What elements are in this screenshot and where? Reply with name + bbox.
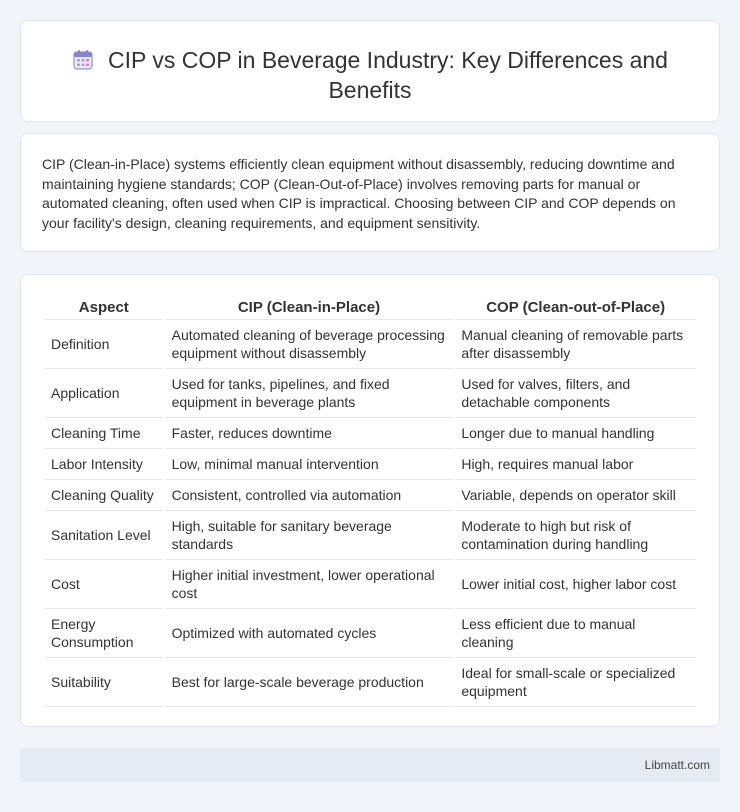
cop-cell: High, requires manual labor [455, 449, 696, 480]
cip-cell: Optimized with automated cycles [166, 609, 453, 658]
aspect-cell: Application [45, 369, 163, 418]
cop-cell: Moderate to high but risk of contamination during handling [455, 511, 696, 560]
table-row [45, 418, 696, 449]
table-row [45, 511, 696, 560]
cop-cell: Used for valves, filters, and detachable components [455, 369, 696, 418]
aspect-cell: Cost [45, 560, 163, 609]
aspect-cell: Suitability [45, 658, 163, 707]
cop-cell: Manual cleaning of removable parts after disassembly [455, 320, 696, 369]
table-header-row [45, 296, 696, 320]
table-row [45, 480, 696, 511]
cip-cell: Consistent, controlled via automation [166, 480, 453, 511]
cop-cell: Lower initial cost, higher labor cost [455, 560, 696, 609]
cip-cell: Automated cleaning of beverage processing equipment without disassembly [166, 320, 453, 369]
aspect-cell: Energy Consumption [45, 609, 163, 658]
header-cop: COP (Clean-out-of-Place) [455, 296, 696, 320]
cip-cell: Low, minimal manual intervention [166, 449, 453, 480]
title-card [20, 20, 720, 122]
header-aspect: Aspect [45, 296, 163, 320]
footer-site-link[interactable]: Libmatt.com [644, 758, 710, 772]
page-title-container [61, 45, 679, 105]
cop-cell: Less efficient due to manual cleaning [455, 609, 696, 658]
calendar-icon [72, 49, 94, 71]
page-title: CIP vs COP in Beverage Industry: Key Differences and Benefits [108, 47, 668, 103]
aspect-cell: Cleaning Quality [45, 480, 163, 511]
table-row [45, 449, 696, 480]
footer-bar [20, 748, 720, 782]
intro-card [20, 133, 720, 252]
header-cip: CIP (Clean-in-Place) [166, 296, 453, 320]
aspect-cell: Sanitation Level [45, 511, 163, 560]
cip-cell: Used for tanks, pipelines, and fixed equipment in beverage plants [166, 369, 453, 418]
cip-cell: Faster, reduces downtime [166, 418, 453, 449]
table-row [45, 560, 696, 609]
cip-cell: Higher initial investment, lower operational cost [166, 560, 453, 609]
aspect-cell: Definition [45, 320, 163, 369]
table-row [45, 658, 696, 707]
cip-cell: High, suitable for sanitary beverage standards [166, 511, 453, 560]
comparison-card [20, 274, 720, 727]
cop-cell: Longer due to manual handling [455, 418, 696, 449]
cip-cell: Best for large-scale beverage production [166, 658, 453, 707]
table-row [45, 609, 696, 658]
aspect-cell: Labor Intensity [45, 449, 163, 480]
table-row [45, 369, 696, 418]
intro-paragraph: CIP (Clean-in-Place) systems efficiently clean equipment without disassembly, reducing downtime and maintaining hygiene standards; COP (Clean-Out-of-Place) involves removing parts for manual or automated cleaning, often used when CIP is impractical. Choosing between CIP and COP depends on your facility's design, cleaning requirements, and equipment sensitivity. [42, 156, 676, 231]
cop-cell: Variable, depends on operator skill [455, 480, 696, 511]
table-row [45, 320, 696, 369]
cop-cell: Ideal for small-scale or specialized equipment [455, 658, 696, 707]
aspect-cell: Cleaning Time [45, 418, 163, 449]
comparison-table [42, 296, 699, 707]
